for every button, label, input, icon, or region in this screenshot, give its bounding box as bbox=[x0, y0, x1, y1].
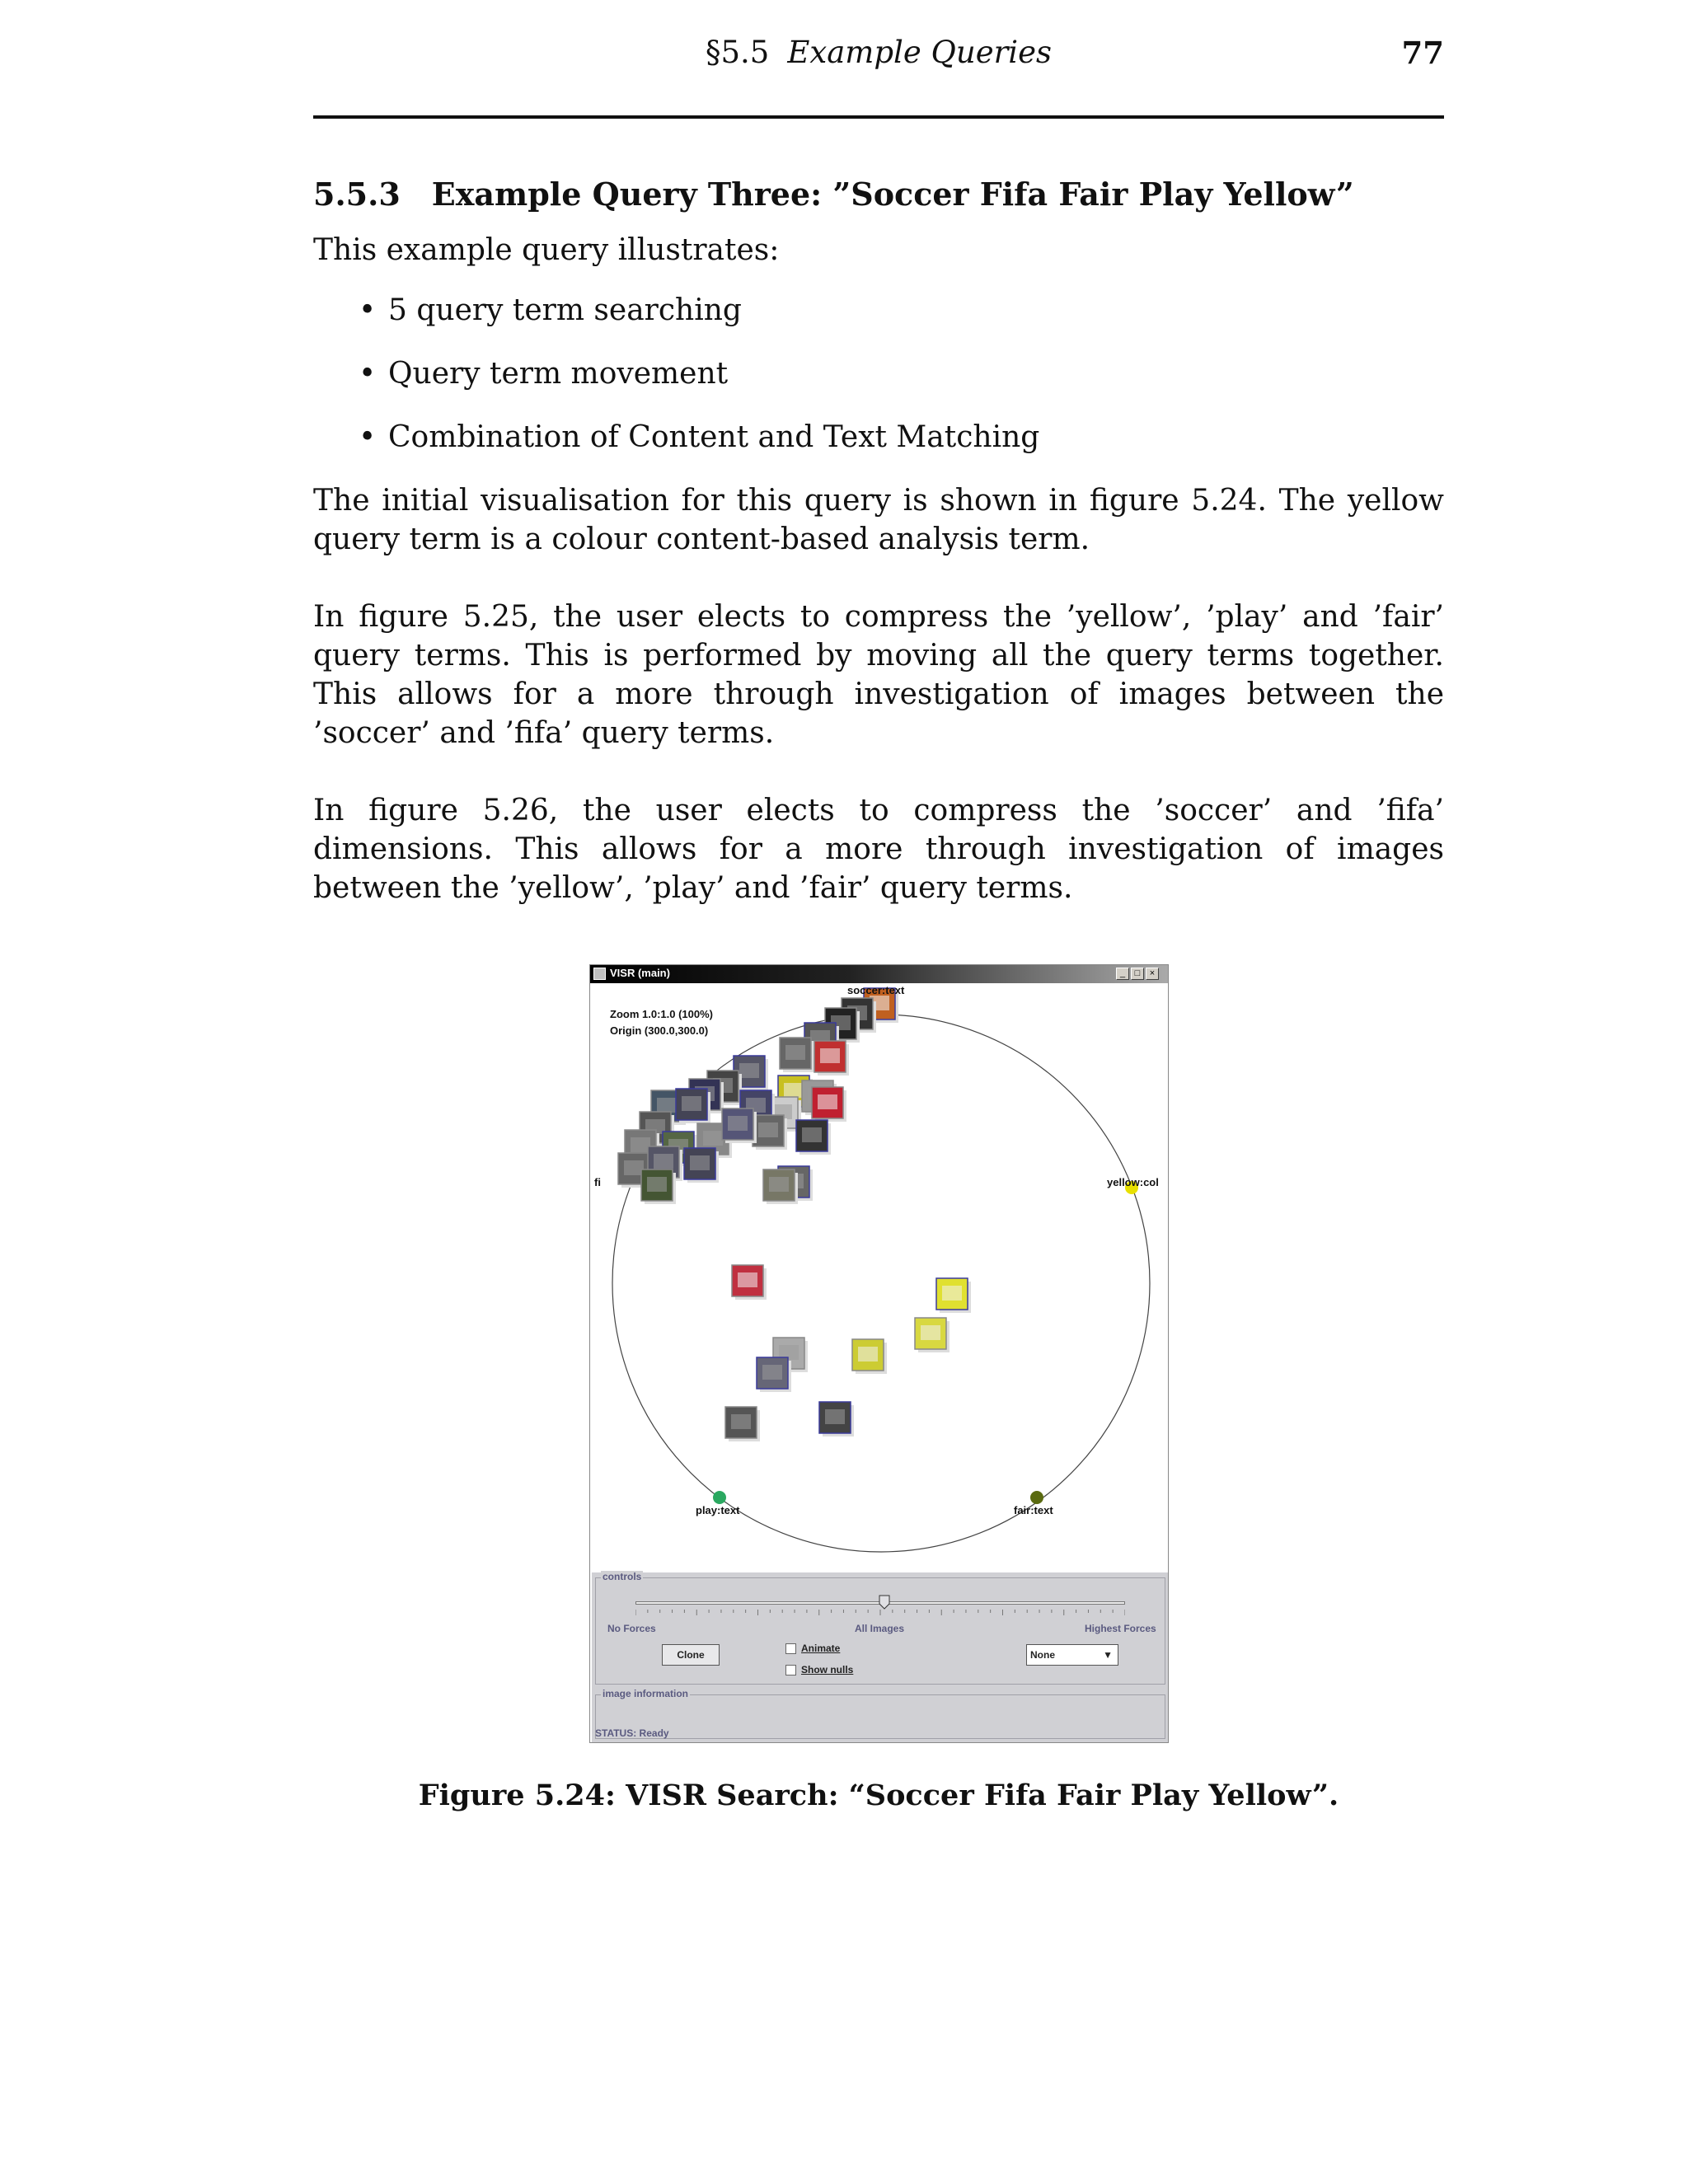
controls-legend: controls bbox=[603, 1571, 642, 1582]
maximize-button[interactable]: □ bbox=[1131, 968, 1144, 980]
section-heading bbox=[313, 173, 1444, 216]
list-item-text: Query term movement bbox=[388, 357, 729, 391]
bullet-list bbox=[313, 291, 1444, 457]
yellow-term-label[interactable]: yellow:col bbox=[1107, 1176, 1159, 1188]
window-titlebar[interactable] bbox=[590, 965, 1168, 983]
bullet-icon: • bbox=[359, 293, 377, 327]
thumbnail-image[interactable] bbox=[796, 1120, 831, 1155]
image-information-group bbox=[595, 1688, 1165, 1739]
show-nulls-checkbox[interactable] bbox=[785, 1664, 884, 1679]
clone-button[interactable]: Clone bbox=[662, 1644, 720, 1666]
figure-visr-screenshot bbox=[589, 964, 1169, 1743]
section-number: 5.5.3 bbox=[313, 176, 401, 213]
thumbnail-image[interactable] bbox=[725, 1407, 760, 1441]
running-section bbox=[313, 35, 1444, 70]
play-term-marker[interactable] bbox=[713, 1491, 726, 1504]
status-bar: STATUS: Ready bbox=[595, 1727, 669, 1739]
checkbox-box[interactable] bbox=[785, 1643, 796, 1654]
query-plot bbox=[592, 983, 1168, 1572]
visualisation-canvas[interactable] bbox=[592, 983, 1168, 1572]
thumbnail-image[interactable] bbox=[722, 1108, 757, 1143]
intro-paragraph: This example query illustrates: bbox=[313, 233, 780, 267]
select-value: None bbox=[1030, 1649, 1055, 1661]
image-thumbnails bbox=[618, 988, 971, 1441]
close-button[interactable]: × bbox=[1146, 968, 1159, 980]
slider-ticks bbox=[635, 1610, 1125, 1616]
minimize-button[interactable]: _ bbox=[1116, 968, 1129, 980]
window-title: VISR (main) bbox=[610, 967, 670, 979]
thumbnail-image[interactable] bbox=[814, 1041, 849, 1076]
thumbnail-image[interactable] bbox=[641, 1169, 676, 1204]
thumbnail-image[interactable] bbox=[812, 1087, 846, 1122]
image-information-legend: image information bbox=[603, 1688, 689, 1699]
list-item-text: Combination of Content and Text Matching bbox=[388, 420, 1040, 454]
all-images-label: All Images bbox=[855, 1623, 905, 1634]
thumbnail-image[interactable] bbox=[852, 1339, 887, 1374]
option-select[interactable] bbox=[1026, 1644, 1118, 1666]
list-item bbox=[313, 291, 1444, 330]
no-forces-label: No Forces bbox=[607, 1623, 656, 1634]
controls-panel bbox=[592, 1572, 1168, 1742]
controls-group bbox=[595, 1571, 1165, 1685]
thumbnail-image[interactable] bbox=[915, 1318, 950, 1352]
thumbnail-image[interactable] bbox=[757, 1357, 791, 1392]
running-header bbox=[313, 35, 1444, 76]
thumbnail-image[interactable] bbox=[753, 1115, 787, 1150]
paragraph: In figure 5.26, the user elects to compress the ’soccer’ and ’fifa’ dimensions. This allows for a more through investigation of images between the ’yellow’, ’play’ and ’fair’ query terms. bbox=[313, 794, 1444, 905]
play-term-label[interactable]: play:text bbox=[696, 1504, 740, 1516]
fair-term-marker[interactable] bbox=[1030, 1491, 1043, 1504]
caption-label: Figure 5.24 bbox=[418, 1779, 605, 1812]
app-icon bbox=[593, 968, 606, 980]
running-section-title: Example Queries bbox=[787, 35, 1052, 70]
animate-checkbox[interactable] bbox=[785, 1643, 884, 1657]
paragraph: The initial visualisation for this query is shown in figure 5.24. The yellow query term is a colour content-based analysis term. bbox=[313, 484, 1444, 556]
thumbnail-image[interactable] bbox=[732, 1265, 767, 1300]
fair-term-label[interactable]: fair:text bbox=[1014, 1504, 1053, 1516]
paragraph: In figure 5.25, the user elects to compress the ’yellow’, ’play’ and ’fair’ query terms. This is performed by moving all the query terms together. This allows for a more through investigation of images between the ’soccer’ and ’fifa’ query terms. bbox=[313, 600, 1444, 750]
list-item bbox=[313, 418, 1444, 457]
bullet-icon: • bbox=[359, 420, 377, 454]
figure-caption bbox=[313, 1779, 1444, 1812]
animate-label: Animate bbox=[801, 1643, 841, 1654]
page-body bbox=[313, 173, 1444, 907]
header-rule bbox=[313, 115, 1444, 119]
thumbnail-image[interactable] bbox=[676, 1089, 710, 1123]
chevron-down-icon: ▼ bbox=[1103, 1649, 1113, 1661]
page-number: 77 bbox=[1401, 35, 1444, 71]
fifa-term-label[interactable]: fi bbox=[594, 1176, 601, 1188]
caption-text: : VISR Search: “Soccer Fifa Fair Play Yellow”. bbox=[604, 1779, 1339, 1812]
show-nulls-label: Show nulls bbox=[801, 1664, 854, 1675]
list-item-text: 5 query term searching bbox=[388, 293, 742, 327]
thumbnail-image[interactable] bbox=[763, 1169, 798, 1204]
thumbnail-image[interactable] bbox=[819, 1402, 854, 1436]
list-item bbox=[313, 354, 1444, 393]
slider-thumb[interactable] bbox=[879, 1595, 890, 1610]
thumbnail-image[interactable] bbox=[780, 1038, 814, 1072]
section-title: Example Query Three: ”Soccer Fifa Fair Play Yellow” bbox=[431, 176, 1354, 213]
bullet-icon: • bbox=[359, 357, 377, 391]
zoom-line: Zoom 1.0:1.0 (100%) bbox=[610, 1008, 713, 1020]
highest-forces-label: Highest Forces bbox=[1085, 1623, 1156, 1634]
thumbnail-image[interactable] bbox=[936, 1278, 971, 1313]
visr-window bbox=[589, 964, 1169, 1743]
soccer-term-label[interactable]: soccer:text bbox=[847, 984, 905, 996]
checkbox-box[interactable] bbox=[785, 1665, 796, 1675]
thumbnail-image[interactable] bbox=[684, 1148, 719, 1183]
running-section-number: §5.5 bbox=[705, 35, 770, 70]
origin-line: Origin (300.0,300.0) bbox=[610, 1024, 709, 1037]
